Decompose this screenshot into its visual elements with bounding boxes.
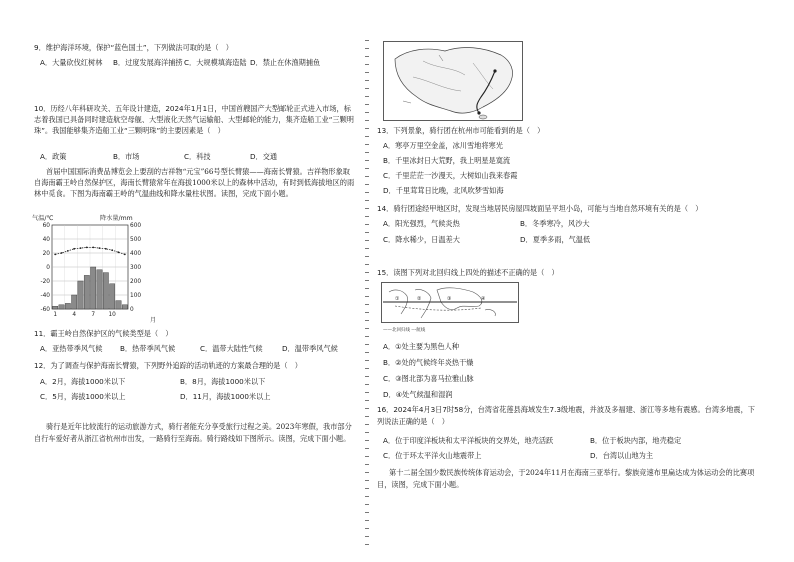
precip-bar: [97, 270, 102, 309]
precip-tick-label: 400: [130, 251, 142, 257]
q10-stem: 10．历经八年科研攻关、五年设计建造，2024年1月1日，中国首艘国产大型邮轮正式进入市场，标志着我国已具备同时建造航空母舰、大型液化天然气运输船、大型邮轮的能力，集齐造船工业“三颗明珠”。我国能够集齐造船工业“三颗明珠”的主要因素是（ ）: [34, 104, 354, 135]
precip-bar: [72, 295, 77, 309]
q16-stem: 16．2024年4月3日7时58分，台湾省花莲县海域发生7.3级地震，并波及多福建、浙江等多地有震感。台湾多地震，下列说法正确的是（ ）: [377, 405, 755, 426]
precip-bar: [59, 305, 64, 309]
q12-option-b: B．8月，海拔1000米以下: [180, 377, 266, 386]
month-label: 月: [150, 317, 157, 324]
q14-option-a: A．阳光强烈，气候炎热: [383, 219, 460, 228]
precip-bar: [103, 273, 108, 309]
q13-option-c: C．千里茫茫一沙漫天，大树如山我来春霞: [383, 171, 518, 180]
cycling-route-map: [383, 41, 523, 121]
q13-option-a: A．寒亭万里空金盖，冰川雪地将寒光: [383, 141, 503, 150]
q11-option-a: A．亚热带季风气候: [40, 344, 103, 353]
q10-option-b: B．市场: [113, 152, 140, 161]
q13-option-b: B．千里冰封日大荒野，我上明星是寞流: [383, 156, 511, 165]
map-legend: ——北回归线 ---航线: [383, 328, 426, 333]
precip-axis-label: 降水量/mm: [100, 215, 133, 222]
q16-option-b: B．位于板块内部，地壳稳定: [590, 436, 682, 445]
q9-option-b: B．过度发展海洋捕捞: [113, 58, 183, 67]
temp-point: [86, 247, 88, 249]
q11-option-c: C．温带大陆性气候: [200, 344, 263, 353]
precip-bar: [122, 305, 127, 309]
q14-stem: 14．骑行团途经甲地区时，发现当地居民房屋四坡面呈平坦小岛，可能与当地自然环境有关的是（ ）: [377, 204, 703, 213]
end-point-icon: [477, 111, 480, 114]
q16-option-c: C．位于环太平洋火山地震带上: [383, 451, 482, 460]
q14-option-b: B．冬季寒冷，风沙大: [520, 219, 590, 228]
precip-tick-label: 0: [130, 307, 134, 313]
q10-option-a: A．政策: [40, 152, 67, 161]
q14-option-c: C．降水稀少，日温差大: [383, 235, 460, 244]
temp-point: [73, 248, 75, 250]
climate-chart: [30, 213, 170, 325]
temp-point: [105, 248, 107, 250]
temp-tick-label: -60: [40, 307, 50, 313]
precip-bar: [91, 267, 96, 309]
q10-option-d: D．交通: [250, 152, 278, 161]
column-divider: [365, 40, 369, 545]
q16-option-d: D．台湾以山地为主: [590, 451, 654, 460]
q13-stem: 13．下列景象，骑行团在杭州市可能看到的是（ ）: [377, 126, 545, 135]
temp-axis-label: 气温/℃: [32, 215, 54, 222]
precip-bar: [78, 281, 83, 309]
precip-tick-label: 200: [130, 279, 142, 285]
q11-option-d: D．温带季风气候: [282, 344, 338, 353]
start-point-icon: [493, 69, 496, 72]
q9-option-c: C．大规模填海造陆: [184, 58, 247, 67]
q9-option-d: D．禁止在休渔期捕鱼: [250, 58, 321, 67]
precip-bar: [53, 306, 58, 309]
temp-point: [99, 247, 101, 249]
precip-tick-label: 300: [130, 265, 142, 271]
precip-bar: [84, 275, 89, 309]
q10-option-c: C．科技: [184, 152, 211, 161]
precip-tick-label: 600: [130, 223, 142, 229]
q15-stem: 15．读图下列对北回归线上四处的描述不正确的是（ ）: [377, 268, 559, 277]
precip-bar: [116, 301, 121, 309]
q12-option-d: D．11月，海拔1000米以上: [180, 392, 271, 401]
svg-text:①: ①: [395, 296, 400, 302]
svg-text:③: ③: [447, 296, 452, 302]
intro-sports: 第十二届全国少数民族传统体育运动会，于2024年11月在海南三亚举行。黎族竞速布里扁达成为体运动会的比赛项目，读图，完成下面小题。: [377, 468, 755, 489]
q15-option-d: D．④处气候温和湿润: [383, 390, 453, 399]
q12-stem: 12．为了调查与保护海南长臂猿，下列野外追踪的活动轨迹的方案最合理的是（ ）: [34, 361, 302, 370]
q9-stem: 9．维护海洋环境，保护“蓝色国土”，下列做法可取的是（ ）: [34, 43, 233, 52]
precip-tick-label: 100: [130, 293, 142, 299]
month-tick-label: 7: [91, 312, 96, 318]
q12-option-c: C．5月，海拔1000米以上: [40, 392, 126, 401]
q13-option-d: D．千里茸茸日比晚，北风吹梦雪如海: [383, 186, 504, 195]
q14-option-d: D．夏季多雨，气温低: [520, 235, 591, 244]
month-tick-label: 1: [53, 312, 58, 318]
chart-grid: [52, 225, 128, 309]
precip-bar: [65, 303, 70, 309]
temp-tick-label: 40: [42, 237, 50, 243]
temp-point: [67, 250, 69, 252]
svg-text:④: ④: [481, 296, 486, 302]
svg-text:②: ②: [417, 296, 422, 302]
temp-point: [61, 252, 63, 254]
q16-option-a: A．位于印度洋板块和太平洋板块的交界处，地壳活跃: [383, 436, 554, 445]
temp-point: [54, 254, 56, 256]
month-tick-label: 4: [72, 312, 77, 318]
precip-bar: [110, 284, 115, 309]
q15-option-a: A．①处主要为黑色人种: [383, 342, 460, 351]
intro-cycling: 骑行是近年比较流行的运动旅游方式，骑行者能充分享受旅行过程之美。2023年寒假，我市部分自行车爱好者从浙江省杭州市出发，一路骑行至海南。骑行路线如下图所示。读图，完成下面小题。: [34, 422, 352, 443]
q15-option-b: B．②处的气候终年炎热干燥: [383, 358, 474, 367]
q15-option-c: C．③图北部为喜马拉雅山脉: [383, 374, 474, 383]
temp-point: [92, 247, 94, 249]
q9-option-a: A．大量砍伐红树林: [40, 58, 103, 67]
precip-tick-label: 500: [130, 237, 142, 243]
temp-tick-label: 20: [42, 251, 50, 257]
temp-point: [80, 247, 82, 249]
temp-point: [124, 254, 126, 256]
q12-option-a: A．2月，海拔1000米以下: [40, 377, 126, 386]
month-tick-label: 10: [108, 312, 116, 318]
temp-tick-label: -20: [40, 279, 50, 285]
tropic-world-map: [381, 282, 519, 334]
temp-tick-label: -40: [40, 293, 50, 299]
temp-tick-label: 60: [42, 223, 50, 229]
q11-stem: 11．霸王岭自然保护区的气候类型是（ ）: [34, 329, 173, 338]
q11-option-b: B．热带季风气候: [120, 344, 176, 353]
temp-tick-label: 0: [46, 265, 50, 271]
intro-gibbon: 首届中国国际消费品博览会上要刮的吉祥物“元宝”66号型长臂猿——海南长臂猿。吉祥物形象取自海南霸王岭自然保护区，海南长臂猿常年在海拔1000米以上的森林中活动，有时到低海拔地区的雨林中觅食。下图为海南霸王岭的气温曲线和降水量柱状图。读图，完成下面小题。: [34, 167, 355, 198]
temp-point: [118, 251, 120, 253]
temp-point: [111, 249, 113, 251]
